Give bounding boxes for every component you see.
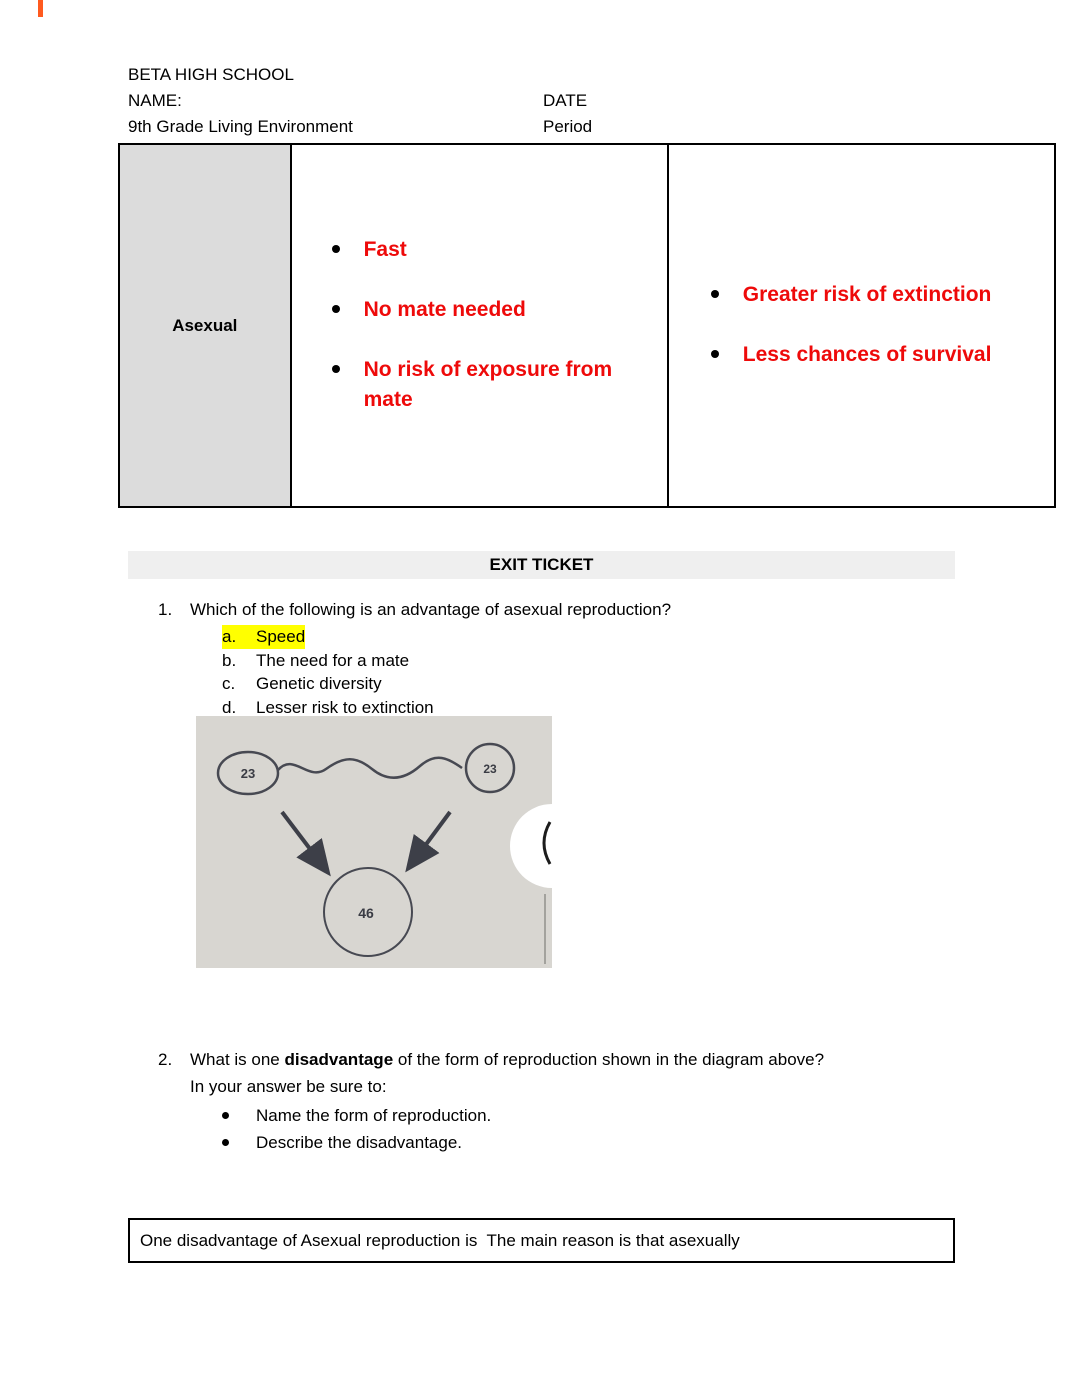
answer-text-box[interactable] xyxy=(128,1218,955,1263)
advantage-item xyxy=(332,355,667,415)
option-letter: d. xyxy=(222,697,237,717)
document-header xyxy=(128,62,958,140)
sperm-tail xyxy=(278,758,462,778)
question-2-bullets xyxy=(222,1102,1018,1156)
period-label: Period xyxy=(543,117,593,136)
question-2-line2: In your answer be sure to: xyxy=(190,1077,387,1096)
question-1-text: Which of the following is an advantage of asexual reproduction? xyxy=(190,600,672,619)
question-1-options xyxy=(222,625,978,719)
option-text: Speed xyxy=(256,627,306,646)
option-c xyxy=(222,672,978,696)
disadvantage-text: Greater risk of extinction xyxy=(742,283,992,306)
option-letter: b. xyxy=(222,650,237,670)
bullet-item xyxy=(222,1129,1018,1156)
option-text: Genetic diversity xyxy=(256,674,382,693)
option-text: The need for a mate xyxy=(256,650,410,670)
page-edge-marker xyxy=(38,0,43,17)
answer-text: One disadvantage of Asexual reproduction is The main reason is that asexually xyxy=(140,1230,740,1250)
reproduction-table xyxy=(118,143,1056,508)
bullet-icon xyxy=(332,305,340,313)
advantage-text: Fast xyxy=(363,238,407,261)
fertilization-diagram xyxy=(196,716,552,968)
disadvantages-cell xyxy=(669,145,1054,506)
question-2-text xyxy=(190,1046,824,1100)
course-label: 9th Grade Living Environment xyxy=(128,117,353,136)
bullet-icon xyxy=(222,1112,229,1119)
bullet-icon xyxy=(711,290,719,298)
option-a xyxy=(222,625,978,649)
school-name: BETA HIGH SCHOOL xyxy=(128,65,294,84)
bullet-icon xyxy=(222,1139,229,1146)
option-text: Lesser risk to extinction xyxy=(256,697,434,717)
advantage-item xyxy=(332,235,667,265)
option-letter: a. xyxy=(222,627,237,646)
disadvantage-item xyxy=(711,340,1054,370)
bullet-item xyxy=(222,1102,1018,1129)
egg-chromosome-count: 23 xyxy=(483,762,497,776)
name-label: NAME: xyxy=(128,91,182,110)
question-2-text-suffix: of the form of reproduction shown in the diagram above? xyxy=(393,1050,825,1069)
disadvantage-text: Less chances of survival xyxy=(742,343,992,366)
bullet-icon xyxy=(332,245,340,253)
option-b xyxy=(222,649,978,673)
question-2 xyxy=(158,1046,1018,1156)
question-1-number: 1. xyxy=(158,600,173,619)
advantage-item xyxy=(332,295,667,325)
advantage-text: No mate needed xyxy=(363,298,526,321)
advantage-text: No risk of exposure from mate xyxy=(363,358,613,411)
photo-artifact-blob xyxy=(510,804,552,888)
question-2-text-prefix: What is one xyxy=(190,1050,285,1069)
bullet-icon xyxy=(332,365,340,373)
bullet-text: Describe the disadvantage. xyxy=(256,1133,463,1152)
zygote-chromosome-count: 46 xyxy=(358,905,374,921)
fertilization-diagram-image xyxy=(196,716,552,968)
date-label: DATE xyxy=(543,91,588,110)
sperm-chromosome-count: 23 xyxy=(240,766,256,781)
highlighted-answer xyxy=(222,625,305,649)
option-letter: c. xyxy=(222,674,236,693)
bullet-text: Name the form of reproduction. xyxy=(256,1106,492,1125)
disadvantage-item xyxy=(711,280,1054,310)
advantages-cell xyxy=(292,145,669,506)
row-label: Asexual xyxy=(172,315,238,335)
exit-ticket-heading: EXIT TICKET xyxy=(128,551,955,579)
table-row-label-cell xyxy=(120,145,292,506)
left-arrow xyxy=(282,812,326,870)
right-arrow xyxy=(410,812,450,866)
question-2-number: 2. xyxy=(158,1050,173,1069)
bullet-icon xyxy=(711,350,719,358)
question-1 xyxy=(158,598,978,719)
question-2-text-bold: disadvantage xyxy=(284,1050,394,1069)
